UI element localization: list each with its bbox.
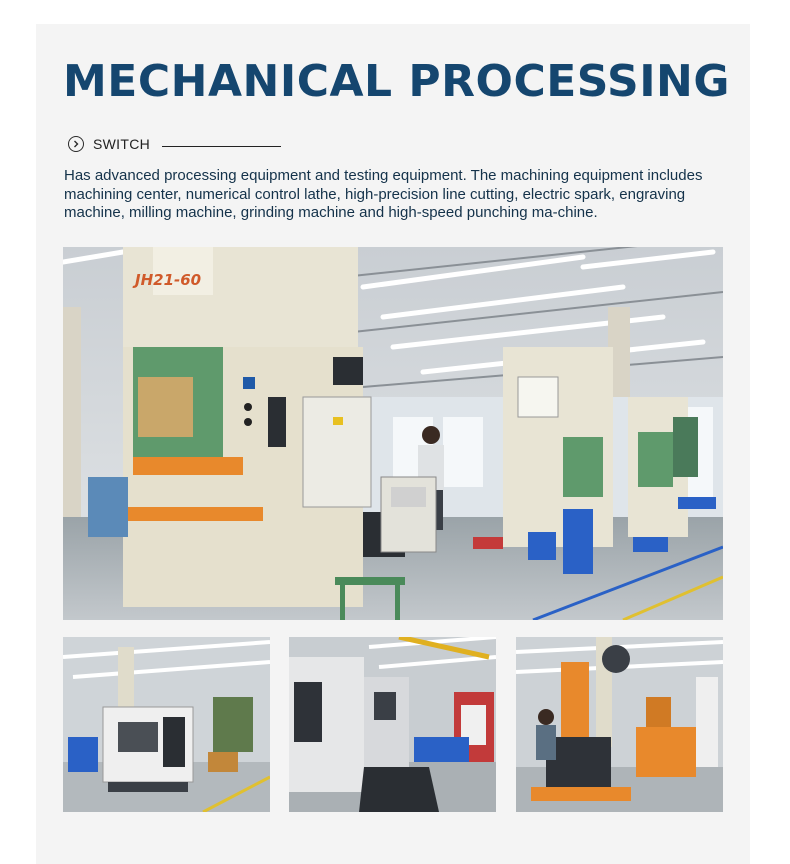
divider-line [162, 146, 281, 147]
cnc-lathe-photo [63, 637, 270, 812]
machining-center-photo [289, 637, 496, 812]
chevron-right-circle-icon [68, 136, 84, 152]
description-text: Has advanced processing equipment and testing equipment. The machining equipment includes machining center, numerical control lathe, high-precision line cutting, electric spark, engraving machine, milling machine, grinding machine and high-speed punching ma-chine. [64, 167, 703, 221]
electric-spark-machine-photo [516, 637, 723, 812]
page-title: MECHANICAL PROCESSING [63, 56, 730, 107]
switch-label: SWITCH [93, 136, 151, 152]
machine-label: JH21-60 [135, 271, 202, 289]
switch-heading[interactable] [68, 134, 150, 154]
punching-press-workshop-photo [63, 247, 723, 620]
